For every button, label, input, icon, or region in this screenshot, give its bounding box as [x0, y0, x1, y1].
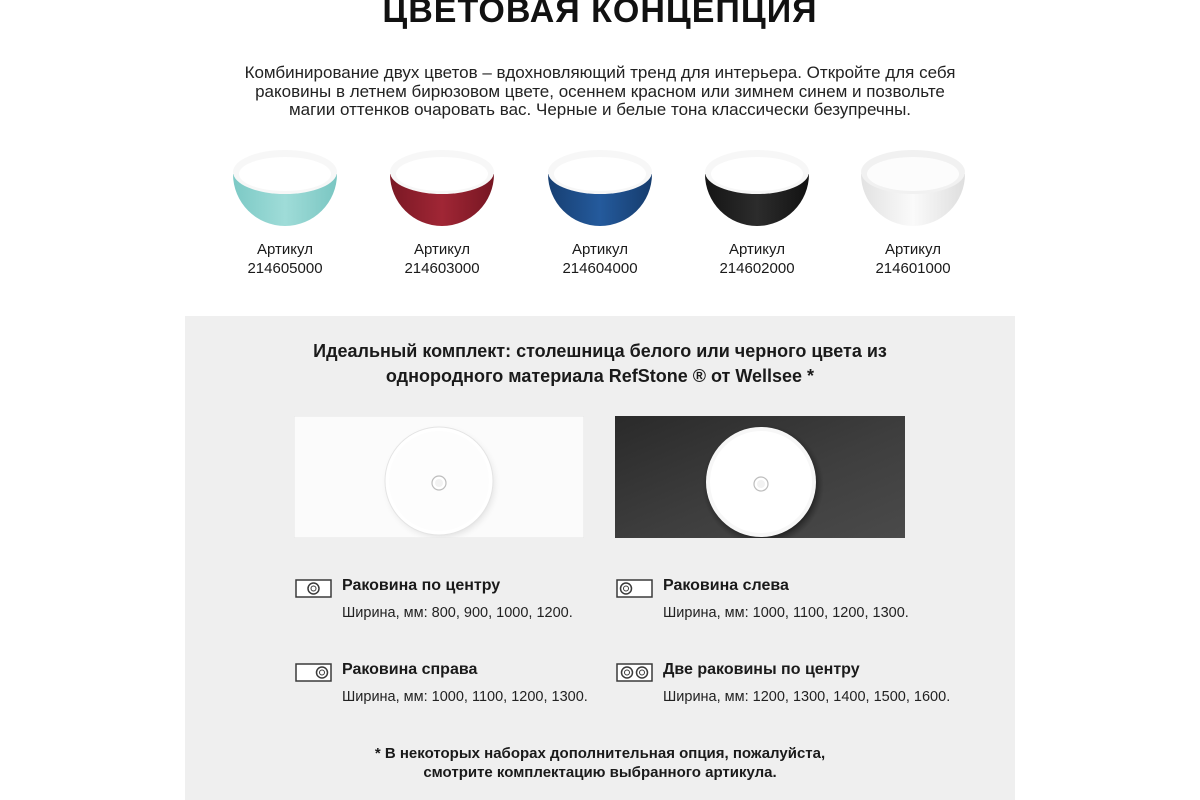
set-title — [185, 339, 1015, 389]
footnote — [185, 744, 1015, 782]
white-countertop-image — [294, 416, 584, 538]
sink-sku: 214602000 — [719, 260, 795, 277]
footnote-line: * В некоторых наборах дополнительная опция, пожалуйста, — [374, 745, 826, 762]
sink-black-image — [703, 148, 811, 226]
sink-center-icon — [295, 579, 332, 598]
option-name: Раковина по центру — [342, 577, 501, 594]
sink-color-row — [0, 148, 1200, 278]
option-widths: Ширина, мм: 1000, 1100, 1200, 1300. — [663, 605, 909, 621]
intro-line: магии оттенков очаровать вас. Черные и белые тона классически безупречны. — [288, 100, 912, 119]
option-name: Раковина справа — [342, 661, 478, 678]
intro-line: Комбинирование двух цветов – вдохновляющий тренд для интерьера. Откройте для себя — [244, 63, 956, 82]
set-title-line: однородного материала RefStone ® от Wellsee * — [385, 366, 815, 386]
option-widths: Ширина, мм: 1000, 1100, 1200, 1300. — [342, 689, 588, 705]
sink-item-red[interactable] — [362, 148, 522, 278]
sink-item-white[interactable] — [833, 148, 993, 278]
sink-sku: 214603000 — [404, 260, 480, 277]
sink-left-icon — [616, 579, 653, 598]
double-sink-icon — [616, 663, 653, 682]
sink-item-black[interactable] — [677, 148, 837, 278]
sink-label: Артикул — [572, 241, 628, 258]
sink-sku: 214605000 — [247, 260, 323, 277]
footnote-line: смотрите комплектацию выбранного артикула. — [423, 764, 777, 781]
set-panel — [185, 316, 1015, 800]
sink-white-image — [859, 148, 967, 226]
sink-sku: 214604000 — [562, 260, 638, 277]
set-title-line: Идеальный комплект: столешница белого или черного цвета из — [313, 341, 887, 361]
sink-item-blue[interactable] — [520, 148, 680, 278]
sink-label: Артикул — [729, 241, 785, 258]
intro-line: раковины в летнем бирюзовом цвете, осеннем красном или зимнем синем и позвольте — [255, 81, 945, 101]
sink-right-icon — [295, 663, 332, 682]
option-name: Две раковины по центру — [663, 661, 860, 678]
option-widths: Ширина, мм: 1200, 1300, 1400, 1500, 1600. — [663, 689, 951, 705]
sink-item-turquoise[interactable] — [205, 148, 365, 278]
sink-turquoise-image — [231, 148, 339, 226]
sink-label: Артикул — [885, 241, 941, 258]
sink-label: Артикул — [414, 241, 470, 258]
intro-text — [200, 64, 1000, 120]
option-name: Раковина слева — [663, 577, 789, 594]
sink-label: Артикул — [257, 241, 313, 258]
black-countertop-image — [615, 416, 905, 538]
sink-blue-image — [546, 148, 654, 226]
page-title: ЦВЕТОВАЯ КОНЦЕПЦИЯ — [382, 0, 818, 30]
sink-red-image — [388, 148, 496, 226]
sink-sku: 214601000 — [875, 260, 951, 277]
option-widths: Ширина, мм: 800, 900, 1000, 1200. — [342, 605, 573, 621]
